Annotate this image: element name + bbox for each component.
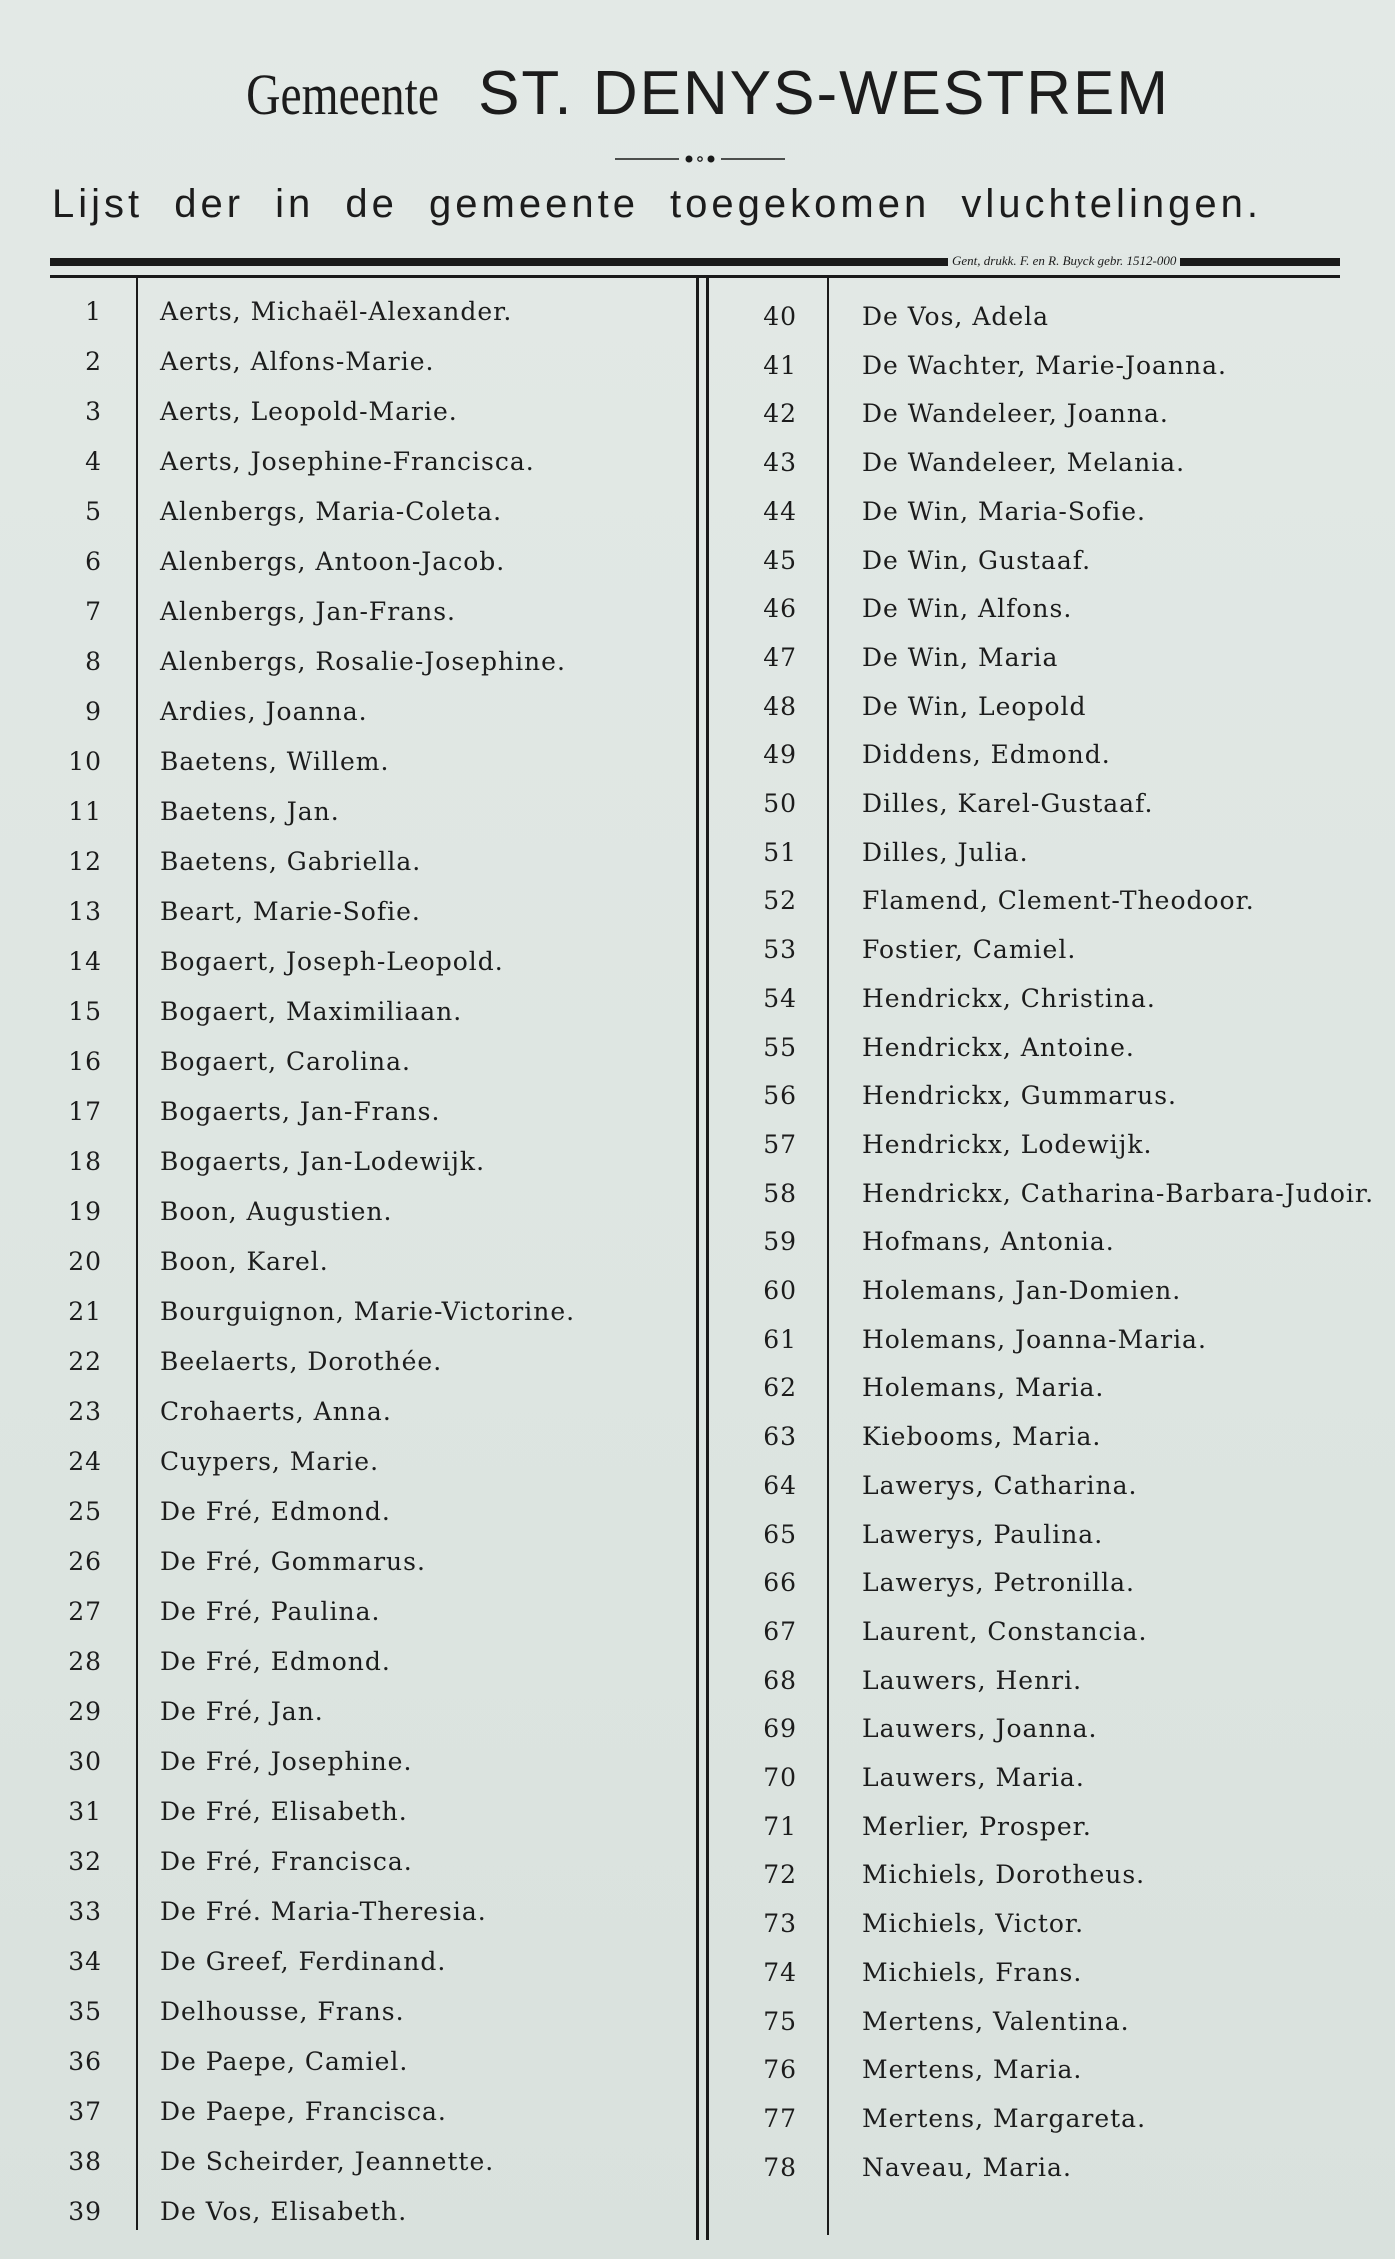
entry-number: 57 [763,1129,797,1159]
entry-name: Lauwers, Henri. [862,1665,1083,1695]
entry-number: 5 [85,497,102,526]
entry-name: Michiels, Victor. [862,1909,1085,1939]
entry-name: Baetens, Willem. [160,747,390,776]
entry-name: De Win, Leopold [862,691,1087,721]
entry-number: 32 [68,1847,102,1876]
entry-name: Bogaert, Maximiliaan. [160,997,463,1026]
entry-number: 48 [763,691,797,721]
header-rule-thin [50,275,1340,278]
entry-name: De Fré, Gommarus. [160,1547,426,1576]
entry-number: 36 [68,2047,102,2076]
entry-number: 31 [68,1797,102,1826]
entry-name: De Greef, Ferdinand. [160,1947,447,1976]
entry-number: 38 [68,2147,102,2176]
entry-number: 56 [763,1081,797,1111]
entry-name: Mertens, Margareta. [862,2103,1147,2133]
entry-name: De Scheirder, Jeannette. [160,2147,495,2176]
center-double-divider-1 [696,275,699,2240]
entry-number: 27 [68,1597,102,1626]
entry-name: Alenbergs, Maria-Coleta. [160,497,503,526]
entry-name: De Vos, Adela [862,302,1050,331]
entry-name: Bogaerts, Jan-Lodewijk. [160,1147,486,1176]
entry-number: 45 [763,545,797,575]
entry-number: 4 [85,447,102,476]
entry-number: 73 [763,1909,797,1939]
entry-number: 7 [85,597,102,626]
entry-name: Bogaerts, Jan-Frans. [160,1097,441,1126]
entry-number: 15 [68,997,102,1026]
entry-name: De Fré, Jan. [160,1697,324,1726]
entry-name: Alenbergs, Jan-Frans. [160,597,456,626]
entry-name: Hendrickx, Antoine. [862,1032,1135,1062]
entry-number: 6 [85,547,102,576]
entry-name: De Fré, Edmond. [160,1497,391,1526]
entry-name: Boon, Karel. [160,1247,329,1276]
entry-number: 63 [763,1422,797,1452]
entry-number: 18 [68,1147,102,1176]
entry-number: 55 [763,1032,797,1062]
entry-name: De Fré, Elisabeth. [160,1797,408,1826]
entry-number: 74 [763,1957,797,1987]
entry-name: Hendrickx, Lodewijk. [862,1129,1153,1159]
entry-name: Kiebooms, Maria. [862,1422,1102,1452]
entry-number: 26 [68,1547,102,1576]
entry-number: 51 [763,837,797,867]
entry-number: 65 [763,1519,797,1549]
entry-number: 30 [68,1747,102,1776]
entry-name: De Wachter, Marie-Joanna. [862,350,1227,380]
entry-name: Merlier, Prosper. [862,1811,1092,1841]
entry-name: Baetens, Gabriella. [160,847,422,876]
entry-number: 59 [763,1227,797,1257]
entry-number: 11 [68,797,102,826]
page-subtitle: Lijst der in de gemeente toegekomen vluchtelingen. [52,182,1262,226]
entry-name: Hofmans, Antonia. [862,1227,1115,1257]
entry-name: Fostier, Camiel. [862,935,1077,965]
entry-name: Bourguignon, Marie-Victorine. [160,1297,576,1326]
title-gemeente: Gemeente [246,62,439,127]
entry-number: 19 [68,1197,102,1226]
entry-number: 3 [85,397,102,426]
entry-name: Laurent, Constancia. [862,1616,1148,1646]
left-column-divider [136,275,138,2230]
entry-number: 29 [68,1697,102,1726]
entry-number: 60 [763,1276,797,1305]
entry-name: Alenbergs, Antoon-Jacob. [160,547,506,576]
entry-name: De Paepe, Francisca. [160,2097,447,2126]
entry-name: Aerts, Leopold-Marie. [160,397,458,426]
right-column-divider [827,275,829,2235]
entry-number: 8 [85,647,102,676]
entry-name: De Fré, Edmond. [160,1647,391,1676]
entry-name: De Paepe, Camiel. [160,2047,409,2076]
entry-name: Cuypers, Marie. [160,1447,380,1476]
entry-number: 71 [763,1811,797,1841]
entry-name: Aerts, Alfons-Marie. [160,347,435,376]
entry-name: Flamend, Clement-Theodoor. [862,886,1255,916]
entry-number: 9 [85,697,102,726]
entry-name: Naveau, Maria. [862,2152,1072,2182]
entry-name: Diddens, Edmond. [862,740,1111,770]
entry-name: De Win, Maria [862,642,1059,672]
page-title [0,58,1395,129]
entry-name: Dilles, Julia. [862,837,1029,867]
entry-number: 75 [763,2006,797,2036]
entry-name: De Win, Maria-Sofie. [862,496,1147,526]
entry-number: 10 [68,747,102,776]
entry-name: Alenbergs, Rosalie-Josephine. [160,647,566,676]
entry-number: 22 [68,1347,102,1376]
entry-number: 23 [68,1397,102,1426]
entry-number: 54 [763,983,797,1013]
entry-number: 35 [68,1997,102,2026]
entry-number: 41 [763,350,797,380]
entry-name: De Vos, Elisabeth. [160,2197,408,2226]
entry-number: 2 [85,347,102,376]
entry-name: De Wandeleer, Joanna. [862,399,1169,429]
entry-name: Michiels, Frans. [862,1957,1083,1987]
entry-number: 78 [763,2152,797,2182]
entry-name: Baetens, Jan. [160,797,340,826]
entry-number: 20 [68,1247,102,1276]
entry-name: Holemans, Jan-Domien. [862,1276,1182,1305]
entry-name: De Wandeleer, Melania. [862,448,1186,478]
entry-number: 21 [68,1297,102,1326]
entry-name: Hendrickx, Catharina-Barbara-Judoir. [862,1178,1375,1208]
entry-name: Lauwers, Maria. [862,1763,1085,1792]
entry-name: Lawerys, Petronilla. [862,1568,1135,1598]
entry-name: Boon, Augustien. [160,1197,393,1226]
entry-number: 49 [763,740,797,770]
entry-number: 76 [763,2055,797,2085]
entry-number: 58 [763,1178,797,1208]
printer-imprint: Gent, drukk. F. en R. Buyck gebr. 1512-000 [948,253,1180,269]
entry-number: 43 [763,448,797,478]
entry-number: 53 [763,935,797,965]
entry-number: 62 [763,1373,797,1403]
entry-name: Hendrickx, Christina. [862,983,1156,1013]
entry-name: Hendrickx, Gummarus. [862,1081,1178,1111]
entry-name: Michiels, Dorotheus. [862,1860,1146,1890]
entry-number: 70 [763,1763,797,1792]
entry-name: Crohaerts, Anna. [160,1397,392,1426]
entry-number: 42 [763,399,797,429]
entry-number: 61 [763,1324,797,1354]
entry-number: 52 [763,886,797,916]
entry-name: Aerts, Josephine-Francisca. [160,447,535,476]
entry-number: 46 [763,594,797,624]
center-double-divider-2 [706,275,709,2240]
entry-name: Beart, Marie-Sofie. [160,897,421,926]
entry-name: De Fré. Maria-Theresia. [160,1897,487,1926]
title-municipality: ST. DENYS-WESTREM [478,59,1171,128]
entry-number: 68 [763,1665,797,1695]
entry-name: Beelaerts, Dorothée. [160,1347,443,1376]
entry-number: 40 [763,302,797,331]
entry-number: 17 [68,1097,102,1126]
entry-number: 47 [763,642,797,672]
entry-name: De Fré, Josephine. [160,1747,413,1776]
entry-number: 1 [85,297,102,326]
entry-name: Lawerys, Paulina. [862,1519,1104,1549]
entry-name: Bogaert, Carolina. [160,1047,411,1076]
entry-number: 34 [68,1947,102,1976]
entry-name: De Win, Alfons. [862,594,1073,624]
entry-name: Ardies, Joanna. [160,697,368,726]
ornament-divider [615,154,785,164]
entry-number: 64 [763,1470,797,1500]
entry-name: Mertens, Valentina. [862,2006,1130,2036]
entry-name: Dilles, Karel-Gustaaf. [862,789,1154,818]
entry-number: 24 [68,1447,102,1476]
entry-number: 77 [763,2103,797,2133]
entry-number: 14 [68,947,102,976]
entry-number: 33 [68,1897,102,1926]
entry-name: De Fré, Francisca. [160,1847,413,1876]
entry-name: Holemans, Joanna-Maria. [862,1324,1207,1354]
entry-number: 13 [68,897,102,926]
entry-number: 16 [68,1047,102,1076]
entry-number: 66 [763,1568,797,1598]
entry-number: 12 [68,847,102,876]
entry-number: 72 [763,1860,797,1890]
entry-number: 67 [763,1616,797,1646]
entry-name: Delhousse, Frans. [160,1997,405,2026]
entry-number: 25 [68,1497,102,1526]
entry-name: De Fré, Paulina. [160,1597,381,1626]
entry-name: Mertens, Maria. [862,2055,1083,2085]
entry-number: 69 [763,1714,797,1744]
entry-name: Lawerys, Catharina. [862,1470,1138,1500]
entry-number: 50 [763,789,797,818]
entry-name: Aerts, Michaël-Alexander. [160,297,513,326]
entry-name: Bogaert, Joseph-Leopold. [160,947,504,976]
entry-number: 39 [68,2197,102,2226]
entry-number: 37 [68,2097,102,2126]
entry-name: Lauwers, Joanna. [862,1714,1098,1744]
entry-name: De Win, Gustaaf. [862,545,1092,575]
entry-number: 28 [68,1647,102,1676]
entry-name: Holemans, Maria. [862,1373,1105,1403]
entry-number: 44 [763,496,797,526]
